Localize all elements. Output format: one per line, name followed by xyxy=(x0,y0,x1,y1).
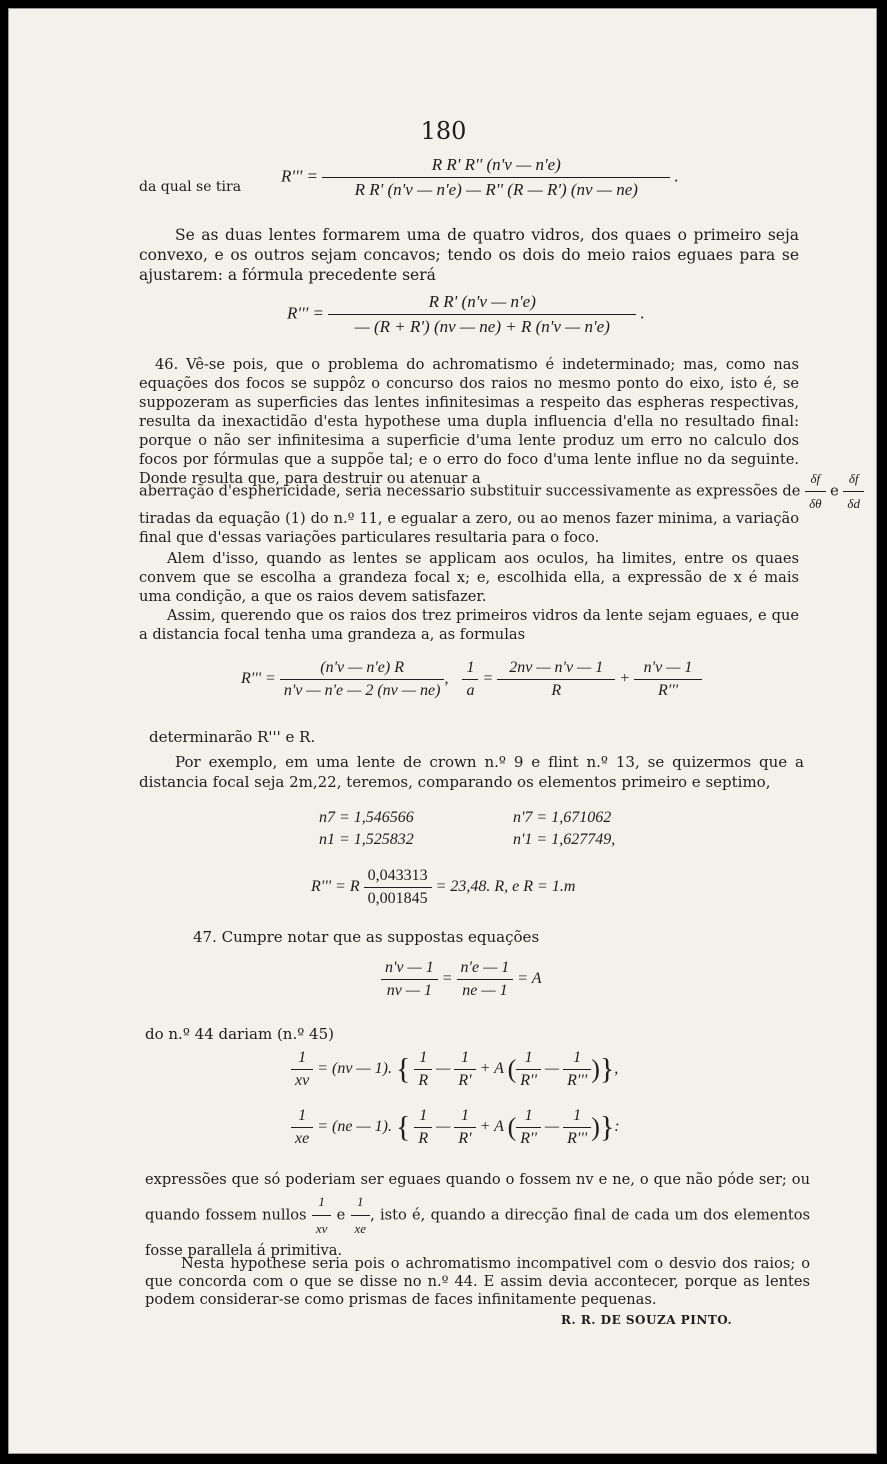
eq3-plus: + xyxy=(619,670,631,688)
eq3-a-num: 1 xyxy=(466,659,475,676)
eq7-lhs-fraction xyxy=(291,1107,313,1148)
signature: R. R. DE SOUZA PINTO. xyxy=(561,1313,733,1327)
eq3-fraction-1 xyxy=(280,659,445,700)
eq7-f3-den: R'' xyxy=(516,1127,541,1148)
delta-f-theta xyxy=(805,469,825,514)
eq7-tail: : xyxy=(614,1118,620,1136)
eq6-minus-2: — xyxy=(544,1060,560,1078)
eq3-den3: R''' xyxy=(634,679,702,700)
eq7-f3-num: 1 xyxy=(524,1107,533,1124)
page xyxy=(8,8,877,1454)
eq6-f2-den: R' xyxy=(454,1069,475,1090)
inv-xv xyxy=(312,1191,332,1240)
values-table xyxy=(319,807,615,851)
value-n7: n7 = 1,546566 xyxy=(319,809,414,826)
eq6-paren-close: ) xyxy=(591,1054,600,1084)
eq1-denominator: R R' (n'v — n'e) — R'' (R — R') (nv — ne) xyxy=(322,177,670,200)
equation-6 xyxy=(291,1049,618,1090)
paragraph-3: tiradas da equação (1) do n.º 11, e egualar a zero, ou ao menos fazer minima, a variação final que d'essas variações particulares resultaria para o foco. xyxy=(139,510,799,546)
eq6-lhs-fraction xyxy=(291,1049,313,1090)
delta-f-d-den: δd xyxy=(843,491,864,514)
eq6-f3-num: 1 xyxy=(524,1049,533,1066)
equation-7 xyxy=(291,1107,620,1148)
eq5-eq: = xyxy=(441,970,453,988)
paragraph-9: do n.º 44 dariam (n.º 45) xyxy=(145,1025,334,1043)
eq4-lhs: R''' = R xyxy=(311,878,360,896)
eq1-end: . xyxy=(674,166,679,186)
eq6-f3 xyxy=(516,1049,541,1090)
equation-4 xyxy=(311,867,575,908)
eq7-f4-num: 1 xyxy=(573,1107,582,1124)
eq1-numerator: R R' R'' (n'v — n'e) xyxy=(431,155,561,174)
paragraph-10-end: , isto é, quando a direcção final de cada um dos elementos fosse parallela á primitiva. xyxy=(145,1206,811,1259)
eq6-brace-open: { xyxy=(395,1052,411,1086)
eq5-den2: ne — 1 xyxy=(457,979,514,1000)
eq6-f2 xyxy=(454,1049,475,1090)
eq7-plus-a: + A xyxy=(479,1118,504,1136)
eq7-brace-open: { xyxy=(395,1110,411,1144)
value-n-prime-1: n'1 = 1,627749, xyxy=(513,831,616,848)
delta-f-d-num: δf xyxy=(848,471,859,486)
eq-intro: da qual se tira xyxy=(139,179,242,195)
paragraph-10 xyxy=(145,1169,810,1262)
eq7-f1 xyxy=(414,1107,432,1148)
inv-xe-den: xe xyxy=(351,1215,371,1240)
eq7-paren-close: ) xyxy=(591,1112,600,1142)
eq3-eqsign: = xyxy=(482,670,494,688)
eq7-f3 xyxy=(516,1107,541,1148)
eq3-num1: (n'v — n'e) R xyxy=(320,659,404,676)
value-n1: n1 = 1,525832 xyxy=(319,831,414,848)
values-row-1 xyxy=(319,807,615,829)
delta-f-d xyxy=(843,469,864,514)
eq6-f4 xyxy=(563,1049,591,1090)
eq7-lhs-den: xe xyxy=(291,1127,313,1148)
paragraph-2: 46. Vê-se pois, que o problema do achromatismo é indeterminado; mas, como nas equações dos focos se suppôz o concurso dos raios no mesmo ponto do eixo, isto é, se suppozeram as superficies das lentes infinitesimas a respeito das espheras respectivas, resulta da inexactidão d'esta hypothese uma dupla influencia d'ella no resultado final: porque o não ser infinitesima a superficie d'uma lente produz um erro no calculo dos focos por fórmulas que a suppõe tal; e o erro do foco d'uma lente influe no da seguinte. Donde resulta que, para destruir ou atenuar a xyxy=(139,356,799,487)
eq5-den1: nv — 1 xyxy=(381,979,438,1000)
eq7-f1-num: 1 xyxy=(419,1107,428,1124)
eq3-den2: R xyxy=(497,679,615,700)
eq6-f3-den: R'' xyxy=(516,1069,541,1090)
paragraph-6: determinarão R''' e R. xyxy=(149,728,316,746)
eq7-minus-2: — xyxy=(544,1118,560,1136)
eq6-f2-num: 1 xyxy=(461,1049,469,1066)
eq3-fraction-a xyxy=(462,659,478,700)
paragraph-7: Por exemplo, em uma lente de crown n.º 9 e flint n.º 13, se quizermos que a distancia focal seja 2m,22, teremos, comparando os elementos primeiro e septimo, xyxy=(139,753,804,791)
value-n-prime-7: n'7 = 1,671062 xyxy=(513,809,612,826)
eq2-numerator: R R' (n'v — n'e) xyxy=(428,292,536,311)
conj-e-2: e xyxy=(336,1206,346,1224)
eq4-num: 0,043313 xyxy=(367,867,428,884)
eq5-rhs: = A xyxy=(517,970,542,988)
paragraph-1: Se as duas lentes formarem uma de quatro vidros, dos quaes o primeiro seja convexo, e os outros sejam concavos; tendo os dois do meio raios eguaes para se ajustarem: a fórmula precedente será xyxy=(139,226,799,284)
eq6-f4-den: R''' xyxy=(563,1069,591,1090)
page-number: 180 xyxy=(420,117,467,145)
inv-xv-num: 1 xyxy=(318,1194,325,1209)
paragraph-11: Nesta hypothese seria pois o achromatismo incompativel com o desvio dos raios; o que concorda com o que se disse no n.º 44. E assim devia accontecer, porque as lentes podem considerar-se como prismas de faces infinitamente pequenas. xyxy=(145,1255,810,1308)
equation-3 xyxy=(241,659,702,700)
eq7-f4 xyxy=(563,1107,591,1148)
eq2-denominator: — (R + R') (nv — ne) + R (n'v — n'e) xyxy=(328,314,636,337)
eq3-fraction-3 xyxy=(634,659,702,700)
eq3-lhs: R''' = xyxy=(241,670,276,688)
paragraph-10-text: expressões que só poderiam ser eguaes quando o fossem nv e ne, o que não póde ser; ou quando fossem nullos xyxy=(145,1171,810,1224)
eq7-minus-1: — xyxy=(436,1118,451,1136)
eq2-fraction xyxy=(328,292,636,337)
eq6-f4-num: 1 xyxy=(573,1049,582,1066)
equation-2 xyxy=(287,292,645,337)
eq6-lhs-den: xv xyxy=(291,1069,313,1090)
eq3-num3: n'v — 1 xyxy=(643,659,693,676)
eq4-den: 0,001845 xyxy=(364,887,432,908)
equation-1 xyxy=(281,155,679,200)
delta-f-theta-den: δθ xyxy=(805,491,825,514)
eq7-f2-den: R' xyxy=(454,1127,475,1148)
eq1-lhs: R''' = xyxy=(281,166,319,186)
eq6-f1-den: R xyxy=(414,1069,432,1090)
paragraph-4: Alem d'isso, quando as lentes se applicam aos oculos, ha limites, entre os quaes convem que se escolha a grandeza focal x; e, escolhida ella, a expressão de x é mais uma condição, a que os raios devem satisfazer. xyxy=(139,550,799,605)
equation-5 xyxy=(381,959,542,1000)
eq3-a-den: a xyxy=(462,679,478,700)
paragraph-5: Assim, querendo que os raios dos trez primeiros vidros da lente sejam eguaes, e que a distancia focal tenha uma grandeza a, as formulas xyxy=(139,607,799,643)
eq6-lhs-num: 1 xyxy=(298,1049,307,1066)
eq6-plus-a: + A xyxy=(479,1060,504,1078)
eq7-brace-close: } xyxy=(599,1110,615,1144)
eq7-f2 xyxy=(454,1107,475,1148)
eq1-fraction xyxy=(322,155,670,200)
eq4-fraction xyxy=(364,867,432,908)
eq7-f4-den: R''' xyxy=(563,1127,591,1148)
eq6-tail: , xyxy=(614,1060,619,1078)
values-row-2 xyxy=(319,829,615,851)
inv-xe xyxy=(351,1191,371,1240)
eq3-num2: 2nv — n'v — 1 xyxy=(509,659,604,676)
eq6-f1 xyxy=(414,1049,432,1090)
eq3-den1: n'v — n'e — 2 (nv — ne) xyxy=(280,679,445,700)
eq5-fraction-1 xyxy=(381,959,438,1000)
eq2-lhs: R''' = xyxy=(287,303,325,323)
inv-xv-den: xv xyxy=(312,1215,332,1240)
eq6-f1-num: 1 xyxy=(419,1049,428,1066)
eq5-num1: n'v — 1 xyxy=(385,959,434,976)
eq7-paren-open: ( xyxy=(507,1112,517,1142)
eq7-f2-num: 1 xyxy=(461,1107,469,1124)
eq7-f1-den: R xyxy=(414,1127,432,1148)
paragraph-8: 47. Cumpre notar que as suppostas equações xyxy=(193,928,540,946)
delta-f-theta-num: δf xyxy=(810,471,821,486)
eq6-brace-close: } xyxy=(599,1052,615,1086)
eq3-sep: , xyxy=(444,670,449,688)
paragraph-2-line-text: aberração d'esphericidade, seria necessario substituir successivamente as expressões de xyxy=(139,482,801,500)
eq5-fraction-2 xyxy=(457,959,514,1000)
conj-e: e xyxy=(830,482,839,500)
eq3-fraction-2 xyxy=(497,659,615,700)
eq7-mid: = (ne — 1). xyxy=(317,1118,392,1136)
eq7-lhs-num: 1 xyxy=(298,1107,307,1124)
eq6-minus-1: — xyxy=(436,1060,451,1078)
eq6-mid: = (nv — 1). xyxy=(317,1060,392,1078)
eq2-end: . xyxy=(640,303,645,323)
eq4-rhs: = 23,48. R, e R = 1.m xyxy=(435,878,576,896)
eq6-paren-open: ( xyxy=(507,1054,517,1084)
eq5-num2: n'e — 1 xyxy=(460,959,510,976)
inv-xe-num: 1 xyxy=(357,1194,364,1209)
